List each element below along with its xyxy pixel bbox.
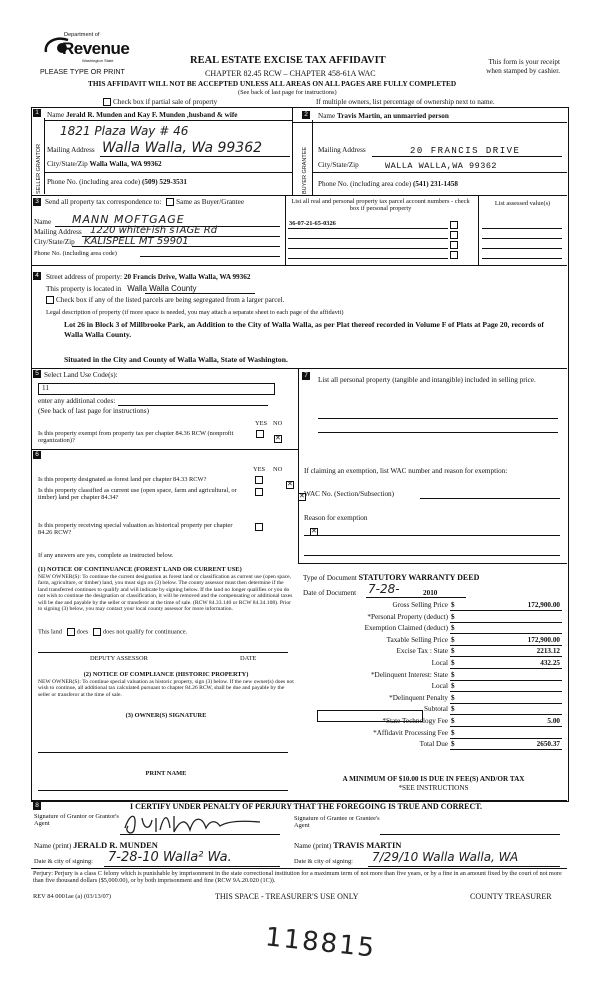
buyer-city: WALLA WALLA,WA 99362	[385, 161, 498, 171]
segregated-row: Check box if any of the listed parcels are being segregated from a larger parcel.	[46, 296, 284, 305]
please-type: PLEASE TYPE OR PRINT	[40, 67, 125, 76]
seller-phone: (509) 529-3531	[142, 178, 187, 186]
parcel-checkbox-2[interactable]	[450, 231, 458, 239]
tax-row-currency: $	[451, 740, 455, 748]
seller-name: Jerald R. Munden and Kay F. Munden ,husband & wife	[65, 111, 238, 119]
qualify-row: This land does does not qualify for continuance.	[38, 628, 188, 636]
logo-name: Revenue	[62, 39, 130, 58]
section-2-number: 2	[302, 111, 310, 119]
tax-row-label: *Delinquent Penalty	[389, 694, 448, 702]
s6-yes-label: YES	[253, 466, 266, 473]
tax-row-currency: $	[451, 636, 455, 644]
does-not-qualify-checkbox[interactable]	[93, 628, 101, 636]
property-county: Walla Walla County	[127, 284, 197, 293]
exempt-yes-checkbox[interactable]	[256, 430, 264, 438]
buyer-name: Travis Martin, an unmarried person	[336, 112, 449, 120]
assessed-header: List assessed value(s)	[494, 200, 551, 207]
tax-row-currency: $	[451, 682, 455, 690]
parcel-header: List all real and personal property tax parcel account numbers - check box if personal property	[291, 198, 470, 213]
current-use-question: Is this property classified as current use (open space, farm and agricultural, or timber) land per chapter 84.34?	[38, 487, 237, 502]
notice-compliance-text: NEW OWNER(S): To continue special valuation as historic property, sign (3) below. If the new owner(s) does not wish to continue, all additional tax calculated pursuant to chapter 84.26 RCW, shall be due and payable by the seller or transferor at the time of sale.	[38, 679, 294, 698]
section-4-number: 4	[33, 272, 41, 280]
tax-row-label: *Personal Property (deduct)	[367, 613, 448, 621]
parcel-checkbox-3[interactable]	[450, 241, 458, 249]
tax-row-label: Local	[431, 682, 448, 690]
date-label: DATE	[240, 655, 257, 662]
located-row: This property is located in Walla Walla County	[46, 284, 197, 293]
perjury-note: Perjury: Perjury is a class C felony which is punishable by imprisonment in the state correctional institution for a maximum term of not more than five years, or by a fine in an amount fixed by the court of not more than five thousand dollars ($5,000.00), or by both imprisonment and fine (RCW 9A.20.020 (1C)).	[33, 870, 562, 885]
logo	[42, 30, 132, 66]
tax-row-label: *Affidavit Processing Fee	[373, 729, 448, 737]
doc-date-hw: 7-28-	[368, 582, 400, 596]
land-use-see-back: (See back of last page for instructions)	[38, 407, 149, 415]
grantor-date-label: Date & city of signing:	[34, 858, 93, 865]
s5-no-label: NO	[273, 420, 283, 427]
tax-row-value[interactable]: 172,900.00	[527, 636, 560, 644]
tax-row-label: Subtotal	[424, 705, 448, 713]
deputy-assessor-label: DEPUTY ASSESSOR	[90, 655, 148, 662]
tax-row-value[interactable]: 432.25	[540, 659, 560, 667]
doc-type: STATUTORY WARRANTY DEED	[358, 573, 480, 582]
additional-codes-label: enter any additional codes:	[38, 397, 116, 405]
minimum-due-note: A MINIMUM OF $10.00 IS DUE IN FEE(S) AND/OR TAX	[342, 775, 525, 783]
tax-row-label: *Delinquent Interest: State	[370, 671, 448, 679]
exempt-no-checkbox[interactable]	[274, 435, 282, 443]
warning-text: THIS AFFIDAVIT WILL NOT BE ACCEPTED UNLESS ALL AREAS ON ALL PAGES ARE FULLY COMPLETED	[88, 79, 457, 88]
tax-row-value[interactable]: 172,900.00	[527, 601, 560, 609]
stamp-number: 118815	[263, 922, 378, 964]
land-use-label: Select Land Use Code(s):	[44, 371, 118, 379]
tax-row-label: Taxable Selling Price	[386, 636, 448, 644]
grantor-signature[interactable]	[120, 810, 270, 836]
corr-name-label: Name	[34, 218, 52, 226]
tax-row-currency: $	[451, 601, 455, 609]
section-6-number: 6	[33, 451, 41, 459]
grantor-print-name: JERALD R. MUNDEN	[73, 840, 158, 850]
legal-label: Legal description of property (if more space is needed, you may attach a separate sheet to each page of the affidavit)	[46, 309, 344, 316]
buyer-mailing-label: Mailing Address	[318, 146, 366, 154]
print-name-label: PRINT NAME	[145, 770, 187, 777]
tax-row-currency: $	[451, 647, 455, 655]
buyer-mailing: 20 FRANCIS DRIVE	[410, 146, 521, 156]
tax-row-label: Local	[431, 659, 448, 667]
doc-date-year: 2010	[423, 589, 438, 597]
section-3-number: 3	[33, 198, 41, 206]
corr-mailing-hw: 1220 whiteFish sTAGE Rd	[90, 225, 218, 236]
seller-street-hw: 1821 Plaza Way # 46	[60, 124, 189, 138]
tax-row-currency: $	[451, 717, 455, 725]
tax-row-currency: $	[451, 613, 455, 621]
personal-property-label: List all personal property (tangible and intangible) included in selling price.	[318, 376, 536, 384]
see-back-header: (See back of last page for instructions)	[238, 89, 337, 96]
land-use-input[interactable]: 11	[38, 383, 275, 395]
grantor-date-hw: 7-28-10 Walla² Wa.	[108, 850, 232, 865]
tax-row-currency: $	[451, 694, 455, 702]
tax-row-currency: $	[451, 705, 455, 713]
buyer-side-label: BUYER GRANTEE	[302, 146, 308, 194]
seller-city: Walla Walla, WA 99362	[89, 160, 162, 168]
notice-continuance-title: (1) NOTICE OF CONTINUANCE (FOREST LAND OR CURRENT USE)	[38, 566, 242, 573]
seller-city-row: City/State/Zip Walla Walla, WA 99362	[47, 160, 162, 168]
tax-row-label: Total Due	[419, 740, 448, 748]
doc-type-row: Type of Document STATUTORY WARRANTY DEED	[303, 573, 480, 582]
seller-mailing-hw: Walla Walla, Wa 99362	[102, 140, 263, 156]
corr-phone-label: Phone No. (including area code)	[34, 250, 117, 257]
tax-row-value[interactable]: 2650.37	[536, 740, 560, 748]
seller-name-row: Name Jerald R. Munden and Kay F. Munden ,husband & wife	[47, 111, 238, 119]
tax-row-value[interactable]: 5.00	[547, 717, 560, 725]
grantee-print-name: TRAVIS MARTIN	[333, 840, 402, 850]
historic-question: Is this property receiving special valuation as historical property per chapter 84.26 RCW?	[38, 522, 233, 537]
does-qualify-checkbox[interactable]	[67, 628, 75, 636]
section-1-number: 1	[33, 109, 41, 117]
doc-date-label: Date of Document	[303, 589, 357, 597]
current-use-yes-checkbox[interactable]	[255, 488, 263, 496]
reason-label: Reason for exemption	[304, 514, 368, 522]
parcel-checkbox-4[interactable]	[450, 251, 458, 259]
logo-state: Washington State	[82, 58, 114, 63]
buyer-city-label: City/State/Zip	[318, 161, 359, 169]
grantor-sig-label: Signature of Grantor or Grantor's Agent	[34, 813, 119, 828]
buyer-phone: (541) 231-1458	[413, 180, 458, 188]
send-correspondence-row: Send all property tax correspondence to: Same as Buyer/Grantee	[45, 198, 245, 206]
grantee-date-hw: 7/29/10 Walla Walla, WA	[372, 850, 519, 864]
tax-row-label: *State Technology Fee	[382, 717, 448, 725]
receipt-note-2: when stamped by cashier.	[486, 67, 560, 75]
parcel-number: 36-07-21-65-0326	[289, 220, 336, 227]
parcel-checkbox-1[interactable]	[450, 221, 458, 229]
partial-sale-checkbox[interactable]	[103, 98, 111, 106]
section-8-number: 8	[33, 802, 41, 810]
tax-row-currency: $	[451, 729, 455, 737]
historic-yes-checkbox[interactable]	[255, 523, 263, 531]
partial-sale-row	[103, 98, 217, 107]
corr-city-hw: KALISPELL MT 59901	[84, 236, 189, 247]
section-7-number: 7	[302, 372, 310, 380]
seller-mailing-label: Mailing Address	[47, 146, 95, 154]
tax-row-currency: $	[451, 624, 455, 632]
see-instructions: *SEE INSTRUCTIONS	[398, 784, 469, 792]
if-yes-note: If any answers are yes, complete as instructed below.	[38, 552, 174, 559]
seller-side-label: SELLER GRANTOR	[36, 143, 42, 194]
tax-row-label: Excise Tax : State	[396, 647, 448, 655]
form-title: REAL ESTATE EXCISE TAX AFFIDAVIT	[190, 55, 386, 66]
corr-mailing-label: Mailing Address	[34, 228, 82, 236]
tax-row-label: Gross Selling Price	[392, 601, 448, 609]
legal-description: Lot 26 in Block 3 of Millbrooke Park, an Addition to the City of Walla Walla, as per Plat thereof recorded in Volume F of Plats at Page 20, records of Walla Walla County.	[64, 320, 544, 340]
seller-phone-row: Phone No. (including area code) (509) 529-3531	[47, 178, 187, 186]
corr-name-hw: MANN MOFTGAGE	[72, 213, 185, 226]
situated-text: Situated in the City and County of Walla Walla, State of Washington.	[64, 355, 288, 364]
current-use-no-checkbox[interactable]	[298, 493, 306, 501]
certify-statement: I CERTIFY UNDER PENALTY OF PERJURY THAT THE FOREGOING IS TRUE AND CORRECT.	[130, 802, 483, 811]
historic-no-checkbox[interactable]	[310, 528, 318, 536]
segregated-checkbox[interactable]	[46, 296, 54, 304]
local-code-box[interactable]	[317, 710, 423, 722]
receipt-note: This form is your receipt	[488, 58, 560, 66]
notice-compliance-title: (2) NOTICE OF COMPLIANCE (HISTORIC PROPERTY)	[83, 671, 249, 678]
form-chapter: CHAPTER 82.45 RCW – CHAPTER 458-61A WAC	[205, 69, 376, 78]
s6-no-label: NO	[273, 466, 283, 473]
county-treasurer: COUNTY TREASURER	[470, 892, 552, 901]
grantee-print-row: Name (print) TRAVIS MARTIN	[294, 840, 402, 850]
grantee-date-label: Date & city of signing:	[294, 858, 353, 865]
tax-row-currency: $	[451, 671, 455, 679]
tax-row-label: Exemption Claimed (deduct)	[364, 624, 448, 632]
multiple-owners-note: If multiple owners, list percentage of ownership next to name.	[316, 98, 495, 106]
treasurer-space: THIS SPACE - TREASURER'S USE ONLY	[215, 892, 359, 901]
forest-question: Is this property designated as forest land per chapter 84.33 RCW?	[38, 476, 207, 483]
notice-continuance-text: NEW OWNER(S): To continue the current designation as forest land or classification as current use (open space, farm, agriculture, or timber) land, you must sign on (3) below. The county assessor must then determine if the land transferred continues to qualify and will indicate by signing below. If the land no longer qualifies or you do not wish to continue the designation or classification, it will be removed and the compensating or additional taxes will be due and payable by the seller or transferor at the time of sale. (RCW 84.33.140 or RCW 84.34.108). Prior to signing (3) below, you may contact your local county assessor for more information.	[38, 574, 293, 613]
buyer-phone-row: Phone No. (including area code) (541) 231-1458	[318, 180, 458, 188]
tax-row-value[interactable]: 2213.12	[536, 647, 560, 655]
exemption-label: If claiming an exemption, list WAC number and reason for exemption:	[304, 467, 508, 475]
logo-dept: Department of	[64, 32, 100, 38]
forest-yes-checkbox[interactable]	[255, 476, 263, 484]
property-street: 20 Francis Drive, Walla Walla, WA 99362	[123, 273, 251, 281]
form-revision: REV 84 0001ae (a) (03/13/07)	[33, 893, 111, 900]
wac-label: WAC No. (Section/Subsection)	[304, 490, 395, 498]
tax-row-currency: $	[451, 659, 455, 667]
exempt-question: Is this property exempt from property tax per chapter 84.36 RCW (nonprofit organization)?	[38, 430, 234, 445]
same-as-buyer-checkbox[interactable]	[166, 198, 174, 206]
s5-yes-label: YES	[255, 420, 268, 427]
grantor-print-row: Name (print) JERALD R. MUNDEN	[34, 840, 158, 850]
corr-city-label: City/State/Zip	[34, 238, 75, 246]
buyer-name-row: Name Travis Martin, an unmarried person	[318, 112, 449, 120]
forest-no-checkbox[interactable]	[286, 481, 294, 489]
grantee-sig-label: Signature of Grantee or Grantee's Agent	[294, 815, 380, 830]
partial-sale-label: Check box if partial sale of property	[113, 98, 218, 106]
owner-signature-title: (3) OWNER(S) SIGNATURE	[125, 712, 207, 719]
street-address-row: Street address of property: 20 Francis Drive, Walla Walla, WA 99362	[46, 273, 251, 281]
section-5-number: 5	[33, 370, 41, 378]
